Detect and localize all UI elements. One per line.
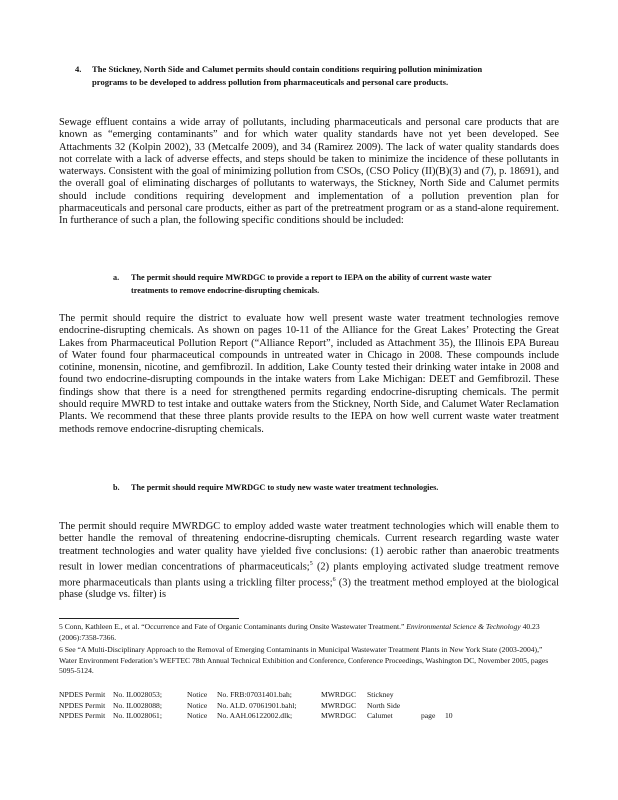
ref-permit-number: No. IL0028088;: [113, 700, 162, 710]
ref-permit-label: NPDES Permit: [59, 711, 106, 720]
section-heading-text: The Stickney, North Side and Calumet permits should contain conditions requiring pollution minimization programs to be developed to address pollution from pharmaceuticals and personal care products.: [92, 64, 483, 87]
section-heading: [75, 63, 505, 103]
ref-permit-number: No. IL0028061;: [113, 711, 162, 720]
footnote-5-lead: 5 Conn, Kathleen E., et al. “Occurrence and Fate of Organic Contaminants during Onsite Wastewater Treatment.”: [59, 622, 405, 631]
page-number: 10: [445, 711, 453, 720]
ref-agency: MWRDGC: [321, 700, 357, 710]
paragraph-text-part-3: (3) the treatment method employed at the biological phase (sludge vs. filter) is: [59, 577, 559, 601]
subsection-a-heading: [113, 271, 513, 299]
ref-notice-number: No. AAH.06122002.dlk;: [217, 711, 293, 720]
subsection-a-text: The permit should require MWRDGC to provide a report to IEPA on the ability of current waste water treatments to remove endocrine-disrupting chemicals.: [131, 273, 492, 295]
permit-reference-row: [59, 701, 559, 712]
ref-permit-label: NPDES Permit: [59, 690, 106, 699]
subsection-b-text: The permit should require MWRDGC to study new waste water treatment technologies.: [131, 483, 439, 492]
footnote-ref-6[interactable]: 6: [332, 576, 336, 583]
footnote-ref-5[interactable]: 5: [309, 560, 313, 567]
intro-paragraph: Sewage effluent contains a wide array of pollutants, including pharmaceuticals and personal care products that are known as “emerging contaminants” and for which water quality standards have not yet been developed. See Attachments 32 (Kolpin 2002), 33 (Metcalfe 2009), and 34 (Ramirez 2009). The lack of water quality standards does not correlate with a lack of adverse effects, and steps should be taken to minimize the incidence of these pollutants in waterways. Consistent with the goal of minimizing pollution from CSOs, (CSO Policy (II)(B)(3) and (7), p. 18691), and the overall goal of eliminating discharges of pollutants to waterways, the Stickney, North Side and Calumet permits should include conditions requiring development and implementation of a pollution prevention plan for pharmaceuticals and personal care products, either as part of the pretreatment program or as a stand-alone requirement. In furtherance of such a plan, the following specific conditions should be included:: [59, 117, 559, 227]
ref-notice-number: No. ALD. 07061901.bahl;: [217, 700, 297, 710]
subsection-b-heading: [113, 481, 513, 509]
ref-plant: Calumet: [367, 711, 393, 720]
ref-notice-label: Notice: [187, 690, 208, 699]
ref-notice-label: Notice: [187, 711, 208, 720]
permit-reference-row: [59, 711, 559, 722]
paragraph-text-part-1: The permit should require MWRDGC to employ added waste water treatment technologies which will enable them to better handle the removal of threatening endocrine-disrupting chemicals. Current research regarding waste water treatment technologies and water quality have yielded five conclusions: (1) aerobic rather than anaerobic treatments result in lower median concentrations of pharmaceuticals;: [59, 521, 559, 573]
ref-notice-number: No. FRB:07031401.bah;: [217, 690, 292, 699]
section-number: 4.: [75, 64, 82, 74]
ref-plant: North Side: [367, 700, 401, 710]
subsection-b-letter: b.: [113, 483, 120, 492]
ref-plant: Stickney: [367, 690, 394, 699]
ref-agency: MWRDGC: [321, 711, 357, 720]
paragraph-text-part-2: (2) plants employing activated sludge treatment remove more pharmaceuticals than plants using a trickling filter process;: [59, 561, 559, 589]
ref-permit-number: No. IL0028053;: [113, 690, 162, 699]
permit-reference-row: [59, 690, 559, 701]
permit-reference-list: [59, 690, 559, 722]
footnote-5-tail: 40.23 (2006):7358-7366.: [59, 622, 540, 642]
footnote-5: [59, 622, 559, 643]
ref-agency: MWRDGC: [321, 690, 357, 699]
ref-notice-label: Notice: [187, 700, 208, 710]
footnote-divider: [59, 618, 239, 619]
paragraph-treatment-technologies: [59, 521, 559, 602]
subsection-a-letter: a.: [113, 273, 120, 282]
ref-permit-label: NPDES Permit: [59, 700, 106, 710]
footnote-5-journal: Environmental Science & Technology: [406, 622, 521, 631]
footnote-6: 6 See “A Multi-Disciplinary Approach to the Removal of Emerging Contaminants in Municipal Wastewater Treatment Plants in New York State (2003-2004),” Water Environment Federation’s WEFTEC 78th Annual Technical Exhibition and Conference, Conference Proceedings, Washington DC, November 2005, pages 5095-5124.: [59, 645, 549, 675]
page-label: page: [421, 711, 436, 720]
paragraph-endocrine-report: The permit should require the district to evaluate how well present waste water treatment technologies remove endocrine-disrupting chemicals. As shown on pages 10-11 of the Alliance for the Great Lakes’ Protecting the Great Lakes from Pharmaceutical Pollution Report (“Alliance Report”, included as Attachment 35), the Illinois EPA Bureau of Water found four pharmaceutical compounds in untreated water in Chicago in 2008. These compounds include cotinine, monensin, nicotine, and gemfibrozil. In addition, Lake County tested their drinking water intake in 2008 and found two endocrine-disrupting compounds in the intake waters from Lake Michigan: DEET and Gemfibrozil. These findings show that there is a need for strengthened permits regarding endocrine-disrupting chemicals. The permit should require MWRD to test intake and outtake waters from the Stickney, North Side, and Calumet Water Reclamation Plants. We recommend that these three plants provide results to the IEPA on how well current waste water treatment methods remove endocrine-disrupting chemicals.: [59, 313, 559, 435]
